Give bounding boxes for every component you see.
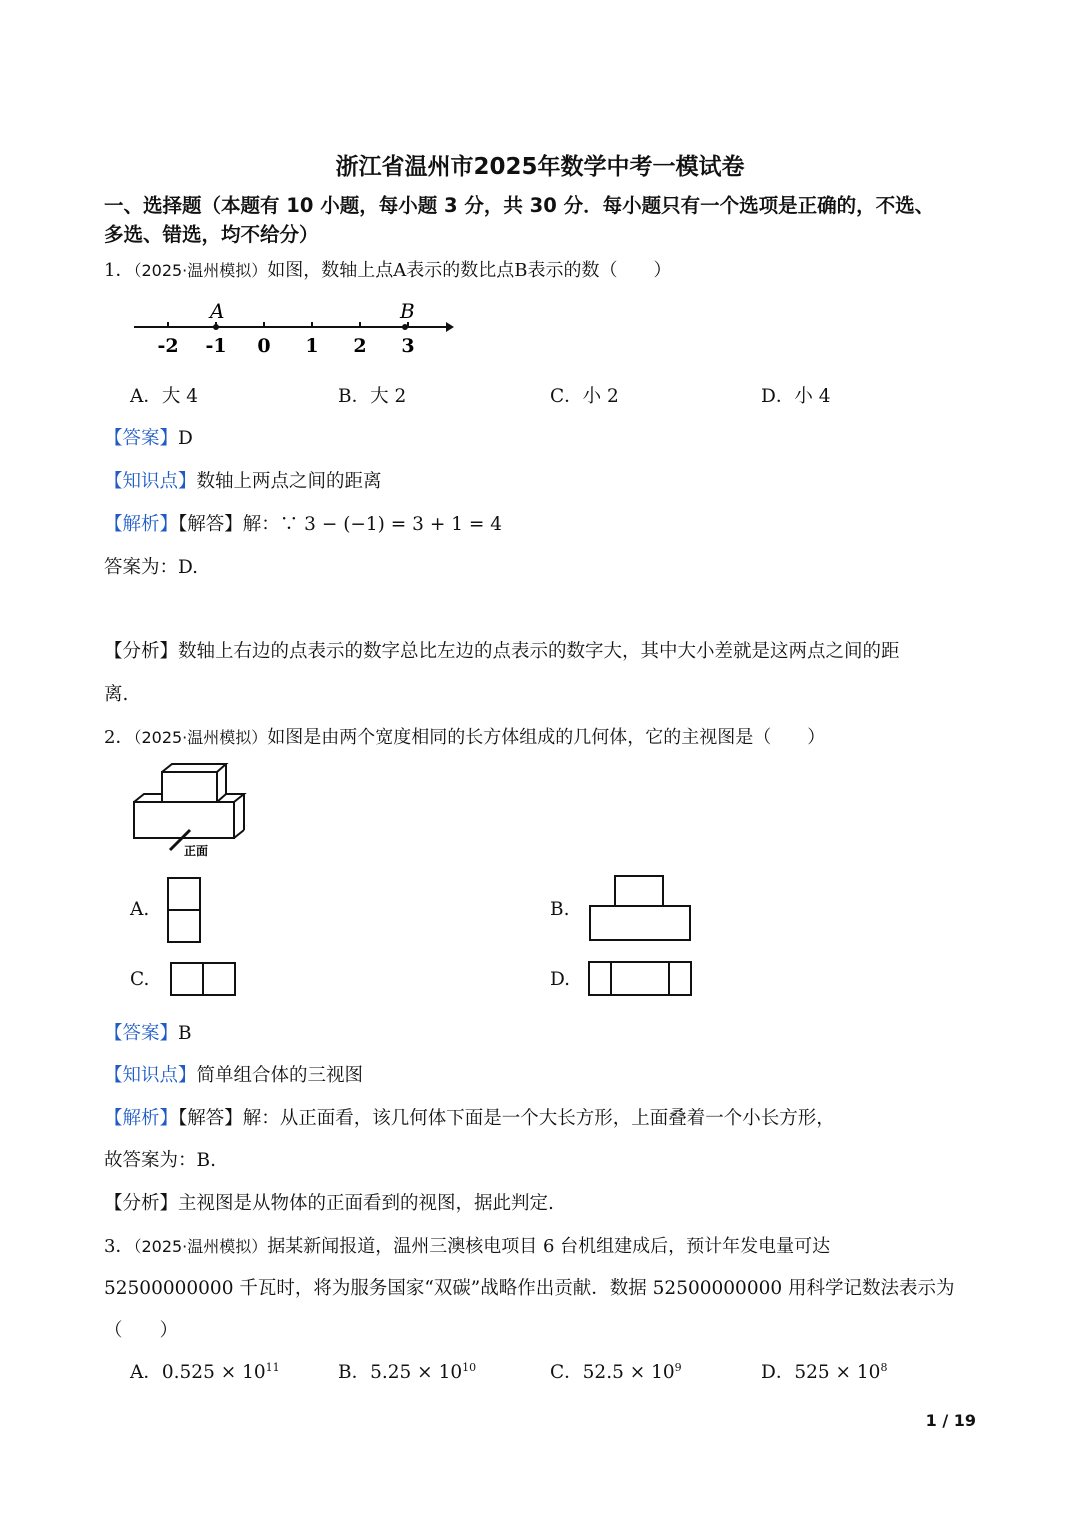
option-base: 0.525 × 10 <box>161 1362 266 1383</box>
solution-text: 解：从正面看，该几何体下面是一个大长方形，上面叠着一个小长方形， <box>242 1108 835 1129</box>
q2-solution <box>104 1104 835 1130</box>
solid-figure <box>128 760 253 860</box>
q2-option-d-label: D. <box>550 969 571 990</box>
question-number: 1． <box>104 260 134 281</box>
q3-text-line2: 52500000000 千瓦时，将为服务国家“双碳”战略作出贡献．数据 52500000000 用科学记数法表示为 <box>104 1278 955 1299</box>
q2-answer <box>104 1019 192 1045</box>
question-text: 据某新闻报道，温州三澳核电项目 6 台机组建成后，预计年发电量可达 <box>267 1236 831 1257</box>
option-base: 525 × 10 <box>794 1362 881 1383</box>
number-line-tick-label: 2 <box>353 335 367 357</box>
q1-option-d: D．小 4 <box>761 386 831 407</box>
q2-option-a-label: A. <box>130 899 150 920</box>
question-text: 如图，数轴上点A表示的数比点B表示的数（ ） <box>267 260 672 281</box>
q1-comment-line1 <box>104 637 900 663</box>
section-header-line1: 一、选择题（本题有 10 小题，每小题 3 分，共 30 分．每小题只有一个选项是正确的，不选、 <box>104 194 935 217</box>
q2-option-c-figure <box>169 961 239 998</box>
analysis-tag: 【解析】 <box>104 1108 179 1129</box>
solution-tag: 【解答】 <box>178 1108 243 1129</box>
question-3 <box>104 1232 830 1258</box>
point-b-label: B <box>400 300 415 323</box>
number-line-tick-label: 0 <box>257 335 271 357</box>
question-source: （2025·温州模拟） <box>133 728 268 747</box>
answer-value: D <box>178 428 193 449</box>
comment-text: 主视图是从物体的正面看到的视图，据此判定. <box>178 1193 554 1214</box>
question-text: 如图是由两个宽度相同的长方体组成的几何体，它的主视图是（ ） <box>267 727 826 748</box>
option-base: 52.5 × 10 <box>582 1362 675 1383</box>
option-exponent: 11 <box>265 1360 280 1374</box>
answer-tag: 【答案】 <box>104 428 179 449</box>
comment-tag: 【分析】 <box>104 1193 179 1214</box>
page-indicator: 1 / 19 <box>925 1411 976 1430</box>
answer-value: B <box>178 1023 192 1044</box>
q3-option-a <box>130 1358 280 1384</box>
front-label: 正面 <box>184 844 209 858</box>
solution-tag: 【解答】 <box>178 514 243 535</box>
q1-final: 答案为：D. <box>104 557 199 578</box>
q2-knowledge <box>104 1061 363 1087</box>
number-line-figure <box>128 300 458 362</box>
q3-option-d <box>761 1358 887 1384</box>
q1-knowledge <box>104 467 382 493</box>
q1-option-b: B．大 2 <box>338 386 407 407</box>
knowledge-value: 简单组合体的三视图 <box>196 1065 364 1086</box>
point-a-label: A <box>210 300 225 323</box>
q1-comment-line2: 离. <box>104 684 129 705</box>
point-a-marker <box>213 324 219 330</box>
option-exponent: 9 <box>674 1360 682 1374</box>
q3-option-c <box>550 1358 682 1384</box>
q2-option-b-figure <box>588 874 692 942</box>
option-base: 5.25 × 10 <box>370 1362 463 1383</box>
question-source: （2025·温州模拟） <box>133 261 268 280</box>
question-source: （2025·温州模拟） <box>133 1237 268 1256</box>
number-line-arrow <box>446 322 454 332</box>
knowledge-tag: 【知识点】 <box>104 471 197 492</box>
analysis-tag: 【解析】 <box>104 514 179 535</box>
knowledge-tag: 【知识点】 <box>104 1065 197 1086</box>
q1-solution <box>104 510 502 536</box>
q2-option-c-label: C. <box>130 969 150 990</box>
q2-final: 故答案为：B. <box>104 1150 216 1171</box>
page-title: 浙江省温州市2025年数学中考一模试卷 <box>335 154 745 180</box>
q3-text-line3: （ ） <box>104 1320 179 1341</box>
q1-option-c: C．小 2 <box>550 386 619 407</box>
question-number: 2． <box>104 727 134 748</box>
option-label: C． <box>550 1362 583 1383</box>
option-exponent: 8 <box>880 1360 888 1374</box>
q2-option-d-figure <box>587 960 693 998</box>
question-number: 3． <box>104 1236 134 1257</box>
comment-tag: 【分析】 <box>104 641 179 662</box>
q1-option-a: A．大 4 <box>130 386 199 407</box>
number-line-tick-label: -2 <box>157 335 179 357</box>
q3-option-b <box>338 1358 476 1384</box>
solution-text: 解：∵ 3 − (−1) = 3 + 1 = 4 <box>242 514 502 535</box>
number-line-tick-label: -1 <box>205 335 227 357</box>
option-exponent: 10 <box>462 1360 477 1374</box>
q2-option-b-label: B. <box>550 899 570 920</box>
section-header-line2: 多选、错选，均不给分） <box>104 223 319 246</box>
q1-answer <box>104 424 193 450</box>
option-label: D． <box>761 1362 795 1383</box>
question-2 <box>104 723 825 749</box>
option-label: B． <box>338 1362 371 1383</box>
comment-text: 数轴上右边的点表示的数字总比左边的点表示的数字大，其中大小差就是这两点之间的距 <box>178 641 900 662</box>
question-1 <box>104 256 672 282</box>
answer-tag: 【答案】 <box>104 1023 179 1044</box>
q2-comment <box>104 1189 554 1215</box>
number-line-tick-label: 1 <box>305 335 319 357</box>
knowledge-value: 数轴上两点之间的距离 <box>196 471 382 492</box>
q2-option-a-figure <box>166 876 202 944</box>
number-line-tick-label: 3 <box>401 335 415 357</box>
option-label: A． <box>130 1362 162 1383</box>
point-b-marker <box>402 324 408 330</box>
